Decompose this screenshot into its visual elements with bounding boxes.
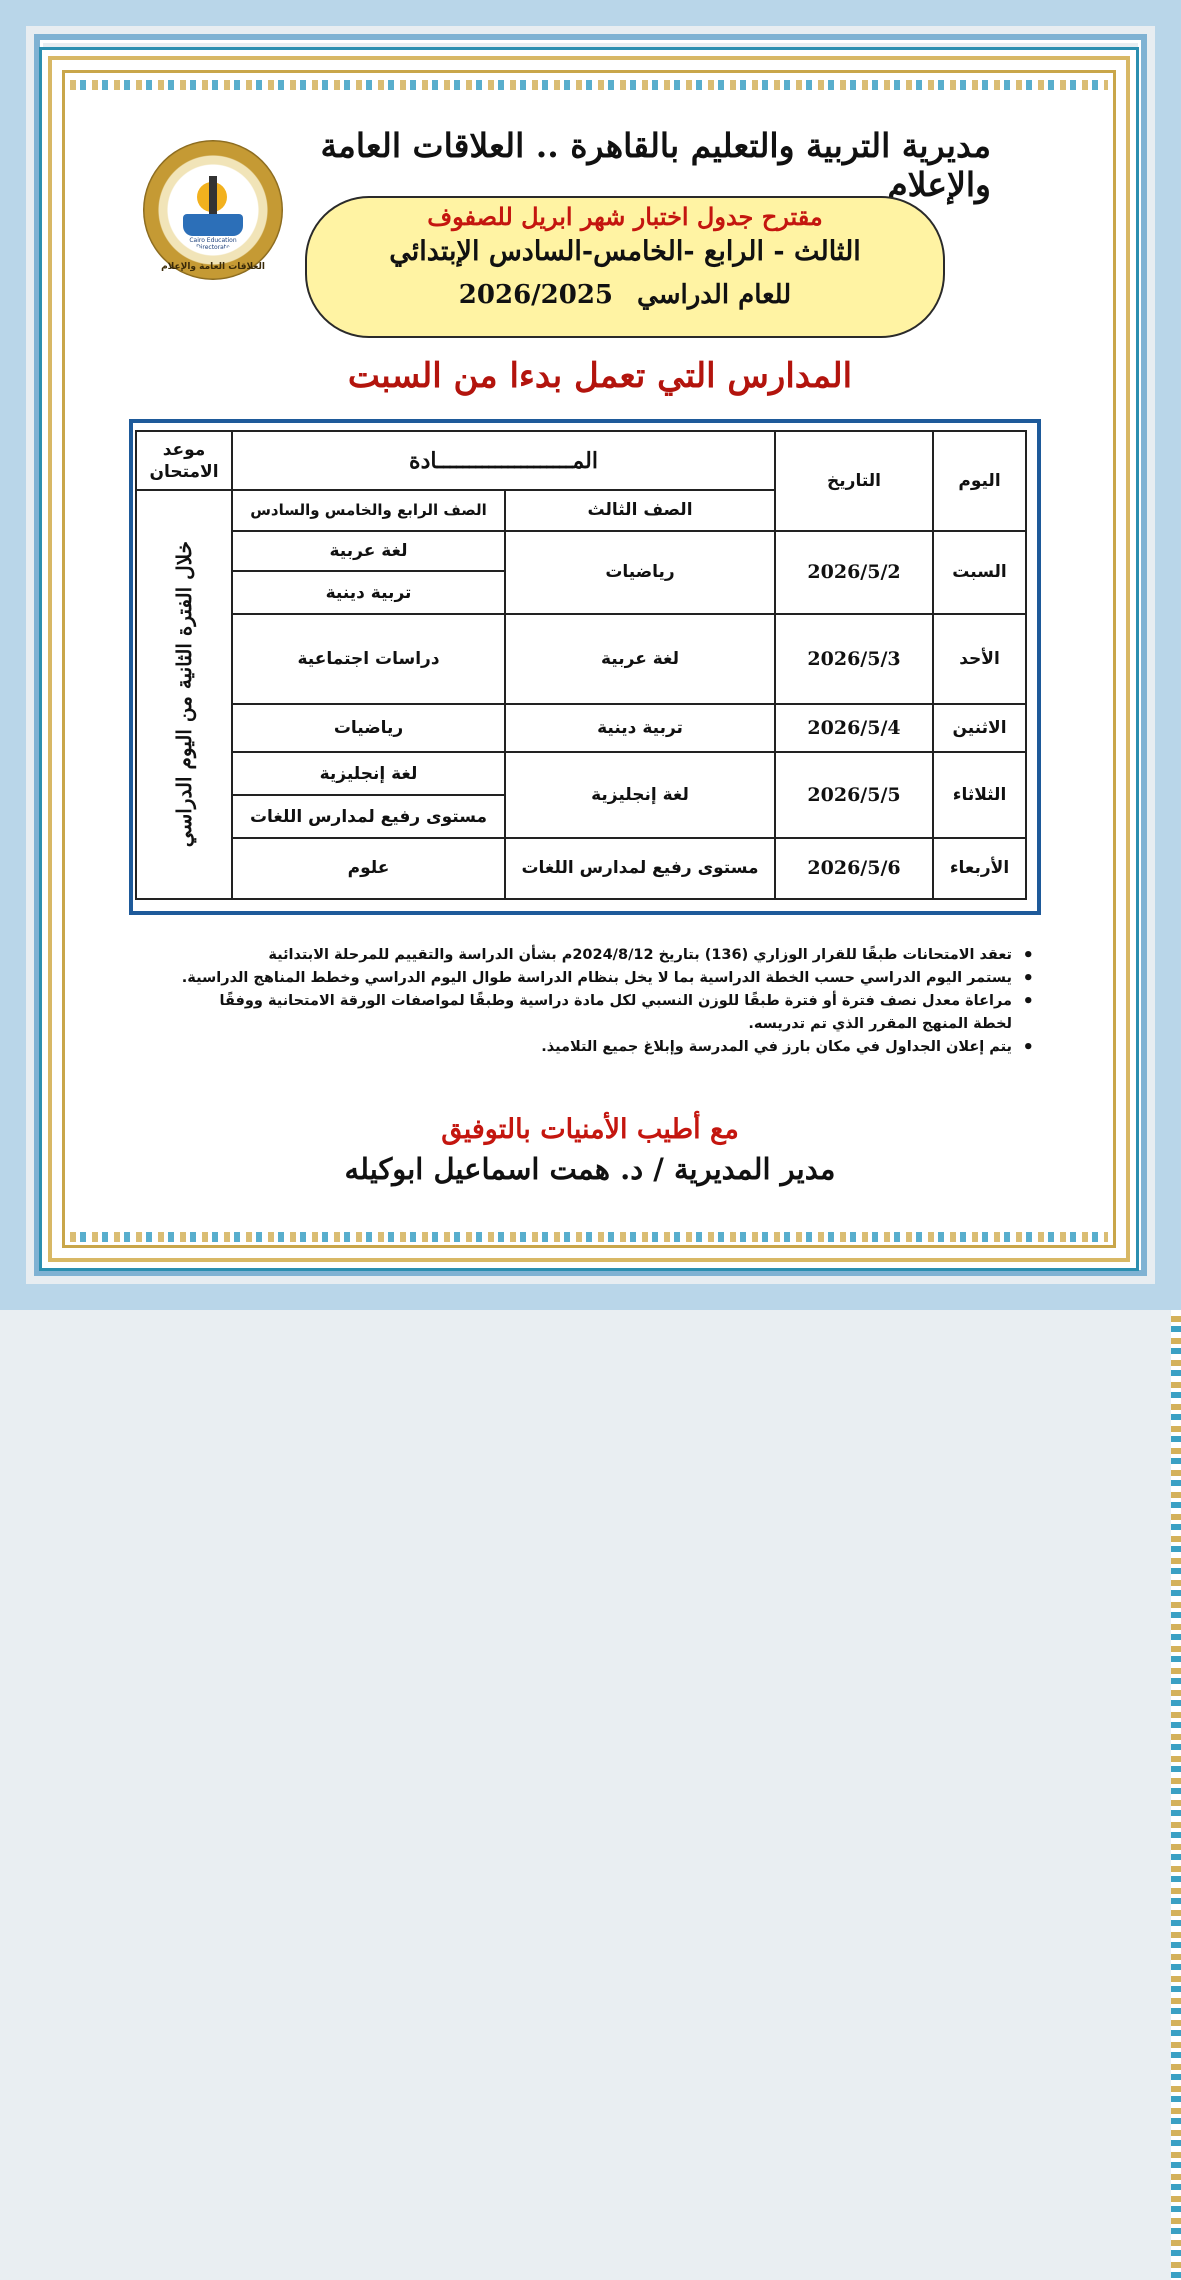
ornament-border-top [70, 80, 1108, 90]
row-grade-4-6: تربية دينية [232, 571, 505, 614]
ornament-border-right [1171, 1140, 1181, 2280]
note-item: • يستمر اليوم الدراسي حسب الخطة الدراسية بما لا يخل بنظام الدراسة طوال اليوم الدراسي وخطط المناهج الدراسية. [180, 967, 1012, 990]
table-row [136, 531, 1026, 572]
title-box [305, 196, 945, 338]
table-row [136, 614, 1026, 704]
header-exam-time: موعد الامتحان [136, 431, 232, 490]
logo-subtext: Cairo Education Directorate [189, 237, 237, 250]
table-row [136, 838, 1026, 899]
row-grade-4-6: لغة عربية [232, 531, 505, 572]
row-date: 2026/5/4 [775, 704, 933, 753]
title-line-3 [307, 280, 943, 310]
row-day: الاثنين [933, 704, 1026, 753]
title-line-2: الثالث - الرابع -الخامس-السادس الإبتدائي [389, 236, 861, 267]
tower-icon [209, 176, 217, 216]
row-day: الأربعاء [933, 838, 1026, 899]
exam-schedule-table [135, 430, 1027, 900]
row-date: 2026/5/5 [775, 752, 933, 837]
row-day: الأحد [933, 614, 1026, 704]
row-grade-4-6: رياضيات [232, 704, 505, 753]
note-item: • يتم إعلان الجداول في مكان بارز في المدرسة وإبلاغ جميع التلاميذ. [180, 1036, 1012, 1059]
row-grade-4-6: علوم [232, 838, 505, 899]
header-grade-3: الصف الثالث [505, 490, 775, 531]
row-grade-3: لغة إنجليزية [505, 752, 775, 837]
table-header-row [136, 431, 1026, 490]
header-grade-4-6: الصف الرابع والخامس والسادس [232, 490, 505, 531]
row-date: 2026/5/3 [775, 614, 933, 704]
header-title: مديرية التربية والتعليم بالقاهرة .. العلاقات العامة والإعلام [320, 126, 991, 204]
logo-ring-text: العلاقات العامة والإعلام [161, 262, 265, 272]
title-line-1: مقترح جدول اختبار شهر ابريل للصفوف [427, 202, 823, 231]
best-wishes: مع أطيب الأمنيات بالتوفيق [441, 1114, 739, 1145]
exam-period-text: خلال الفترة الثانية من اليوم الدراسي [172, 541, 196, 848]
notes-list [180, 944, 1034, 1059]
book-icon [183, 214, 243, 236]
row-grade-3: مستوى رفيع لمدارس اللغات [505, 838, 775, 899]
row-grade-4-6: مستوى رفيع لمدارس اللغات [232, 795, 505, 838]
schools-subtitle: المدارس التي تعمل بدءا من السبت [347, 356, 853, 396]
row-grade-4-6: دراسات اجتماعية [232, 614, 505, 704]
header-date: التاريخ [775, 431, 933, 531]
academic-year-label: للعام الدراسي [637, 280, 792, 310]
row-date: 2026/5/2 [775, 531, 933, 614]
table-row [136, 704, 1026, 753]
note-item: • تعقد الامتحانات طبقًا للقرار الوزاري (136) بتاريخ 2024/8/12م بشأن الدراسة والتقييم للمرحلة الابتدائية [180, 944, 1012, 967]
logo-emblem [173, 170, 253, 250]
exam-period-cell [136, 490, 232, 899]
director-signature: مدير المديرية / د. همت اسماعيل ابوكيله [344, 1152, 836, 1186]
row-grade-3: تربية دينية [505, 704, 775, 753]
row-day: الثلاثاء [933, 752, 1026, 837]
row-grade-3: رياضيات [505, 531, 775, 614]
note-item: • مراعاة معدل نصف فترة أو فترة طبقًا للوزن النسبي لكل مادة دراسية وطبقًا لمواصفات الورقة الامتحانية ووفقًا لخطة المنهج المقرر الذي تم تدريسه. [180, 990, 1012, 1036]
ornament-border-bottom [70, 1232, 1108, 1242]
header-day: اليوم [933, 431, 1026, 531]
row-grade-3: لغة عربية [505, 614, 775, 704]
header-subject: المـــــــــــــــــــــادة [232, 431, 775, 490]
academic-year: 2026/2025 [458, 280, 614, 310]
row-day: السبت [933, 531, 1026, 614]
row-grade-4-6: لغة إنجليزية [232, 752, 505, 795]
directorate-logo [143, 140, 283, 280]
table-row [136, 752, 1026, 795]
row-date: 2026/5/6 [775, 838, 933, 899]
